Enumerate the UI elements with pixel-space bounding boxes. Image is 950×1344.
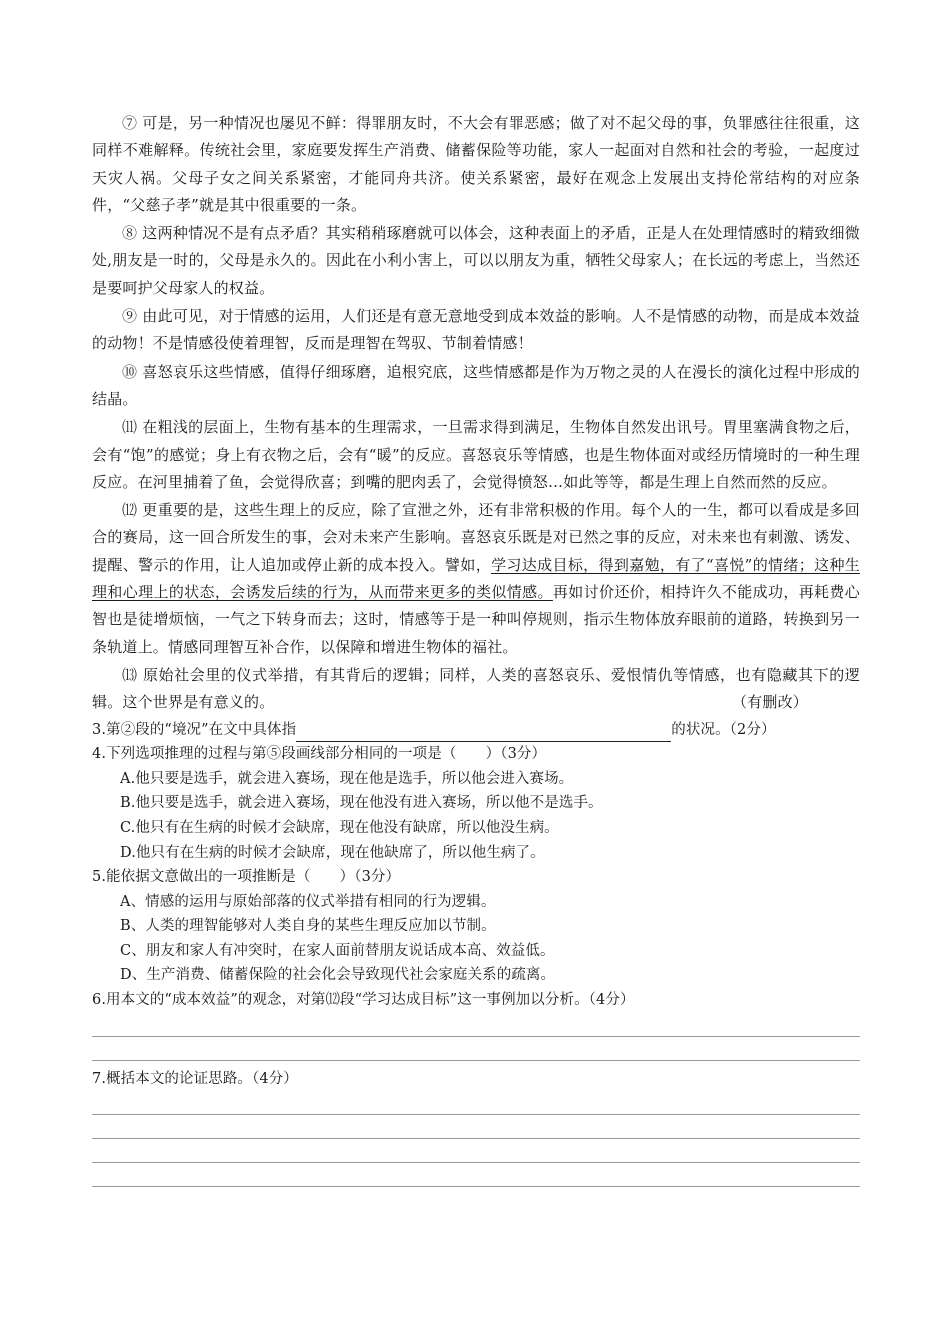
question-5-option-d[interactable]: D、生产消费、储蓄保险的社会化会导致现代社会家庭关系的疏离。 xyxy=(120,967,556,984)
question-4-option-c[interactable]: C.他只有在生病的时候才会缺席，现在他没有缺席，所以他没生病。 xyxy=(120,819,559,836)
question-5-stem: 5.能依据文意做出的一项推断是（ ）（3分） xyxy=(92,869,401,886)
question-3-stem: 3.第②段的“境况”在文中具体指 xyxy=(92,721,297,738)
paragraph-11: ⑾ 在粗浅的层面上，生物有基本的生理需求，一旦需求得到满足，生物体自然发出讯号。胃里塞满食物之后，会有“饱”的感觉；身上有衣物之后，会有“暖”的反应。喜怒哀乐等情感，也是生物体面对或经历情境时的一种生理反应。在河里捕着了鱼，会觉得欣喜；到嘴的肥肉丢了，会觉得愤怒…如此等等，都是生理上自然而然的反应。 xyxy=(92,418,860,491)
paragraph-12-after: 再如讨价还价，相持许久不能成功，再耗费心智也是徒增烦恼，一气之下转身而去；这时，情感等于是一种叫停规则，指示生物体放弃眼前的道路，转换到另一条轨道上。情感同理智互补合作，以保障和增进生物体的福社。 xyxy=(92,583,860,656)
paragraph-9: ⑨ 由此可见，对于情感的运用，人们还是有意无意地受到成本效益的影响。人不是情感的动物，而是成本效益的动物！不是情感役使着理智，反而是理智在驾驭、节制着情感！ xyxy=(92,307,860,353)
paragraph-12-before: ⑿ 更重要的是，这些生理上的反应，除了宣泄之外，还有非常积极的作用。每个人的一生，都可以看成是多回合的赛局，这一回合所发生的事，会对未来产生影响。喜怒哀乐既是对已然之事的反应，对未来也有刺激、诱发、提醒、警示的作用，让人追加或停止新的成本投入。譬如， xyxy=(92,501,860,574)
answer-line[interactable] xyxy=(92,1163,860,1187)
question-5-option-a[interactable]: A、情感的运用与原始部落的仪式举措有相同的行为逻辑。 xyxy=(120,893,496,910)
question-3 xyxy=(92,718,860,743)
answer-blank[interactable] xyxy=(296,723,671,742)
answer-line[interactable] xyxy=(92,1013,860,1037)
paragraph-8: ⑧ 这两种情况不是有点矛盾？其实稍稍琢磨就可以体会，这种表面上的矛盾，正是人在处理情感时的精致细微处,朋友是一时的，父母是永久的。因此在小利小害上，可以以朋友为重，牺牲父母家人；在长远的考虑上，当然还是要呵护父母家人的权益。 xyxy=(92,224,860,297)
paragraph-10: ⑩ 喜怒哀乐这些情感，值得仔细琢磨，追根究底，这些情感都是作为万物之灵的人在漫长的演化过程中形成的结晶。 xyxy=(92,362,860,408)
question-4-option-a[interactable]: A.他只要是选手，就会进入赛场，现在他是选手，所以他会进入赛场。 xyxy=(120,770,574,787)
answer-line[interactable] xyxy=(92,1037,860,1061)
paragraph-7: ⑦ 可是，另一种情况也屡见不鲜：得罪朋友时，不大会有罪恶感；做了对不起父母的事，负罪感往往很重，这同样不难解释。传统社会里，家庭要发挥生产消费、储蓄保险等功能，家人一起面对自然和社会的考验，一起度过天灾人祸。父母子女之间关系紧密，才能同舟共济。使关系紧密，最好在观念上发展出支持伦常结构的对应条件，“父慈子孝”就是其中很重要的一条。 xyxy=(92,114,860,214)
answer-line[interactable] xyxy=(92,1091,860,1115)
exam-page xyxy=(92,110,860,1187)
question-5-option-b[interactable]: B、人类的理智能够对人类自身的某些生理反应加以节制。 xyxy=(120,918,496,935)
question-6-stem: 6.用本文的“成本效益”的观念，对第⑿段“学习达成目标”这一事例加以分析。（4分） xyxy=(92,992,635,1009)
paragraph-12-underlined: 学习达成目标，得到嘉勉，有了“喜悦”的情绪；这种生理和心理上的状态，会诱发后续的行为，从而带来更多的类似情感。 xyxy=(92,555,860,602)
paragraph-13-text: ⒀ 原始社会里的仪式举措，有其背后的逻辑；同样，人类的喜怒哀乐、爱恨情仇等情感，也有隐藏其下的逻辑。这个世界是有意义的。 xyxy=(92,665,860,712)
question-3-tail: 的状况。（2分） xyxy=(671,721,776,738)
question-7-stem: 7.概括本文的论证思路。（4分） xyxy=(92,1070,298,1087)
paragraph-12 xyxy=(92,497,860,661)
question-4-stem: 4.下列选项推理的过程与第⑤段画线部分相同的一项是（ ）（3分） xyxy=(92,746,547,763)
answer-line[interactable] xyxy=(92,1139,860,1163)
paragraph-13 xyxy=(92,662,860,717)
source-note: （有删改） xyxy=(731,693,808,712)
answer-line[interactable] xyxy=(92,1115,860,1139)
question-4-option-d[interactable]: D.他只有在生病的时候才会缺席，现在他缺席了，所以他生病了。 xyxy=(120,844,545,861)
question-4-option-b[interactable]: B.他只要是选手，就会进入赛场，现在他没有进入赛场，所以他不是选手。 xyxy=(120,795,603,812)
question-5-option-c[interactable]: C、朋友和家人有冲突时，在家人面前替朋友说话成本高、效益低。 xyxy=(120,942,555,959)
